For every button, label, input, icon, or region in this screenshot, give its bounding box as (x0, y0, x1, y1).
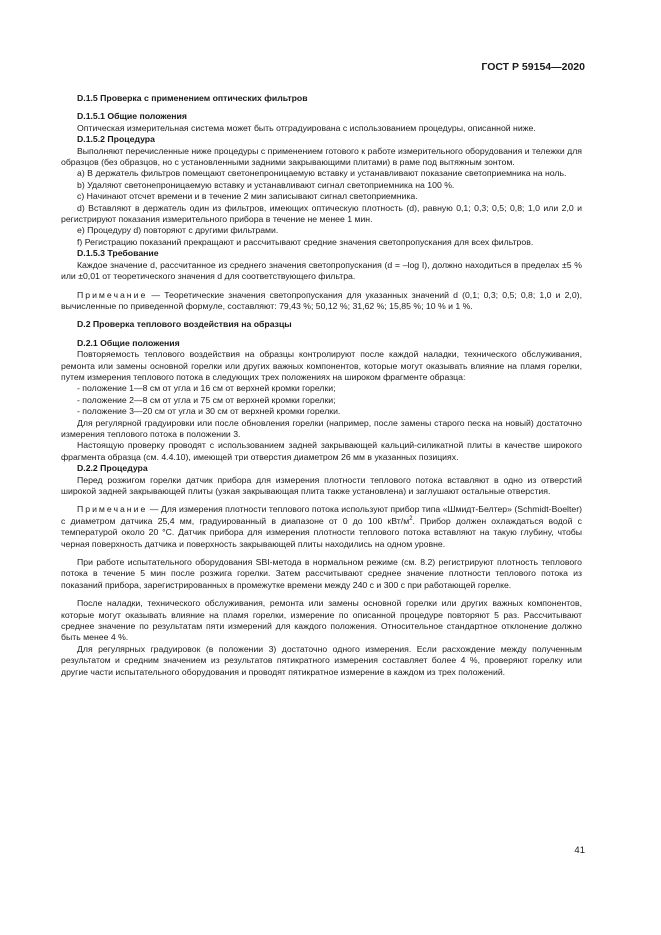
section-d21-paragraph-2: Для регулярной градуировки или после обновления горелки (например, после замены старого песка на новый) достаточно измерения теплового потока в положении 3. (61, 417, 582, 439)
section-d21-paragraph-1: Повторяемость теплового воздействия на образцы контролируют после каждой наладки, технического обслуживания, ремонта или замены основной горелки или других важных компонентов, которые могут оказывать влияние на пламя горелки, путем измерения теплового потока в следующих трех положениях на широком фрагменте образца: (61, 349, 582, 382)
superscript: 2 (409, 515, 413, 522)
section-d22-paragraph-1: Перед розжигом горелки датчик прибора для измерения плотности теплового потока вставляют в одно из отверстий широкой задней закрывающей плиты (узкая закрывающая плита также установлена) и заглушают остальные отверстия. (61, 474, 582, 496)
section-d152-heading: D.1.5.2 Процедура (77, 134, 155, 145)
section-d15-heading: D.1.5 Проверка с применением оптических фильтров (77, 93, 308, 103)
standard-number: ГОСТ Р 59154—2020 (481, 61, 585, 73)
note-text-part-1: — Для измерения плотности теплового потока используют прибор типа «Шмидт-Белтер» (Schmidt-Boelter) с диаметром датчика 25,4 мм, градуированный в диапазоне от 0 до 100 кВт/м (61, 504, 582, 526)
note-text-part-2: . Прибор должен охлаждаться водой с температурой около 20 °С. Датчик прибора для измерения плотности теплового потока вставляют на такую глубину, чтобы черная поверхность датчика и поверхность закрывающей плиты находились на одном уровне. (61, 515, 583, 549)
section-d152-intro: Выполняют перечисленные ниже процедуры с применением готового к работе измерительного оборудования и тележки для образцов (без образцов, но с установленными задними закрывающими плитами) в раме под вытяжным зонтом. (61, 145, 582, 168)
page-content (61, 93, 582, 678)
section-d151-heading: D.1.5.1 Общие положения (77, 111, 187, 122)
list-item-a: а) В держатель фильтров помещают светонепроницаемую вставку и устанавливают показание светоприемника на ноль. (77, 168, 567, 179)
list-item-c: с) Начинают отсчет времени и в течение 2 мин записывают сигнал светоприемника. (77, 191, 418, 202)
section-d2-heading: D.2 Проверка теплового воздействия на образцы (77, 319, 292, 330)
list-item-d: d) Вставляют в держатель один из фильтров, имеющих оптическую плотность (d), равную 0,1; 0,3; 0,5; 0,8; 1,0 или 2,0 и регистрируют показания измерительного прибора в течение не менее 1 мин. (61, 202, 582, 225)
section-d22-heading: D.2.2 Процедура (77, 463, 148, 474)
section-d21-heading: D.2.1 Общие положения (77, 337, 180, 348)
list-item-f: f) Регистрацию показаний прекращают и рассчитывают средние значения светопропускания для всех фильтров. (77, 236, 534, 247)
page-number: 41 (574, 845, 585, 856)
position-1-item: - положение 1—8 см от угла и 16 см от верхней кромки горелки; (77, 383, 336, 394)
list-item-b: b) Удаляют светонепроницаемую вставку и устанавливают сигнал светоприемника на 100 %. (77, 179, 455, 190)
section-d153-heading: D.1.5.3 Требование (77, 248, 159, 259)
note-text: — Теоретические значения светопропускания для указанных значений d (0,1; 0,3; 0,5; 0,8; 1,0 и 2,0), вычисленные по приведенной формуле, составляют: 79,43 %; 50,12 %; 31,62 %; 15,85 %; 10 % и 1 %. (61, 289, 582, 311)
section-d22-paragraph-4: Для регулярных градуировок (в положении 3) достаточно одного измерения. Если расхождение между полученным результатом и средним значением из результатов пятикратного измерения составляет более 4 %, проверяют горелку или другие части испытательного оборудования и проводят пятикратное измерение в каждом из трех положений. (61, 643, 582, 677)
section-d153-text: Каждое значение d, рассчитанное из среднего значения светопропускания (d = –log I), должно находиться в пределах ±5 % или ±0,01 от теоретического значения d для соответствующего фильтра. (61, 259, 582, 282)
note-d22 (61, 504, 582, 550)
note-label: Примечание (77, 504, 148, 515)
section-d151-text: Оптическая измерительная система может быть отградуирована с использованием процедуры, описанной ниже. (77, 122, 536, 133)
section-d22-paragraph-2: При работе испытательного оборудования SBI-метода в нормальном режиме (см. 8.2) регистрируют плотность теплового потока в течение 5 мин после розжига горелки. Затем рассчитывают среднее значение плотности теплового потока из показаний прибора, зарегистрированных в промежутке времени между 240 с и 300 с при работающей горелке. (61, 557, 582, 590)
position-3-item: - положение 3—20 см от угла и 30 см от верхней кромки горелки. (77, 406, 341, 417)
position-2-item: - положение 2—8 см от угла и 75 см от верхней кромки горелки; (77, 394, 336, 405)
note-d153 (61, 290, 582, 313)
list-item-e: е) Процедуру d) повторяют с другими фильтрами. (77, 225, 279, 236)
section-d22-paragraph-3: После наладки, технического обслуживания, ремонта или замены основной горелки или других важных компонентов, которые могут оказывать влияние на пламя горелки, измерение по описанной процедуре повторяют 5 раз. Рассчитывают среднее значение по результатам пяти измерений для каждого положения. Относительное стандартное отклонение должно быть менее 4 %. (61, 598, 582, 643)
section-d21-paragraph-3: Настоящую проверку проводят с использованием задней закрывающей кальций-силикатной плиты в качестве широкого фрагмента образца (см. 4.4.10), имеющей три отверстия диаметром 26 мм в указанных позициях. (61, 440, 582, 462)
note-label: Примечание (77, 289, 148, 300)
